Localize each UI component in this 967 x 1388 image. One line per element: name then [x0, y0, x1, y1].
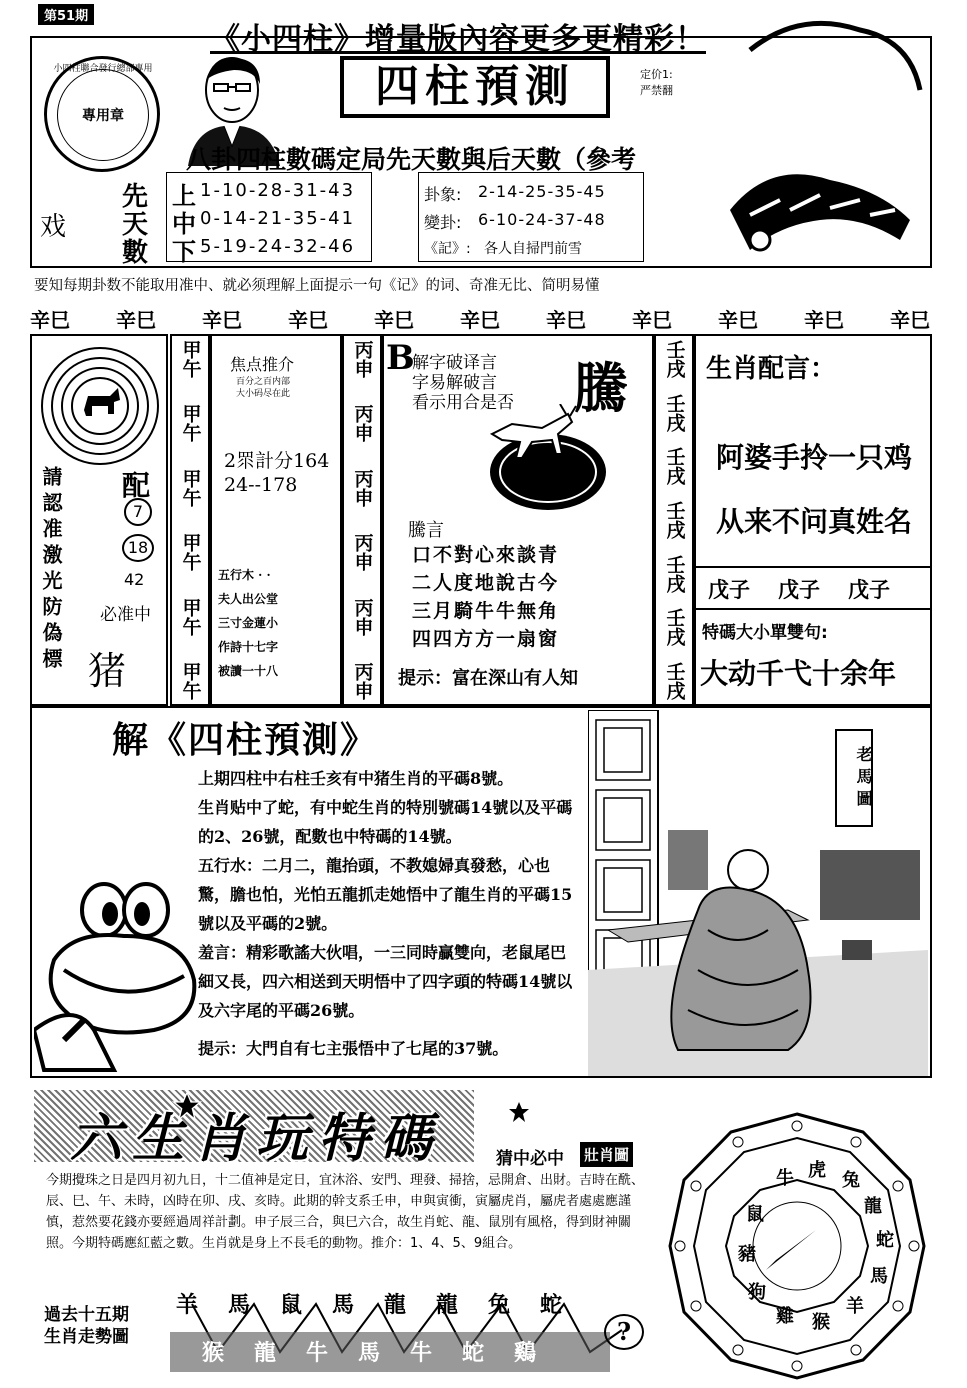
- slogan-3: 看示用合是否: [412, 393, 514, 413]
- page-title: 四柱預測: [340, 56, 610, 118]
- stem-8: 辛巳: [632, 308, 672, 332]
- xiantian-row-3-nums: 5-19-24-32-46: [200, 236, 356, 257]
- focus-item-5: 被讀一十八: [218, 664, 279, 678]
- poem-line-2: 二人度地說古今: [412, 572, 560, 594]
- wheel-label-7: 羊: [846, 1296, 864, 1317]
- bottom-banner-title: 六生肖玩特碼: [70, 1108, 443, 1169]
- stem-3: 辛巳: [202, 308, 242, 332]
- stem-9: 辛巳: [718, 308, 758, 332]
- wheel-label-2: 虎: [808, 1160, 826, 1181]
- xiantian-row-1-nums: 1-10-28-31-43: [200, 180, 356, 201]
- bingshen-1: 丙申: [351, 340, 374, 378]
- stem-10: 辛巳: [804, 308, 844, 332]
- special-code-label: 特碼大小單雙句:: [702, 623, 828, 643]
- focus-line-1: 2眔計分164: [224, 450, 330, 472]
- xiantian-side-1: 先: [122, 182, 149, 212]
- chain-question: ?: [604, 1314, 644, 1350]
- center-hint: 提示：富在深山有人知: [398, 668, 578, 689]
- price-line-2: 严禁翻: [640, 84, 673, 97]
- notice-line: 要知每期卦数不能取用准中、就必须理解上面提示一句《记》的词、奇准无比、简明易懂: [34, 278, 600, 294]
- wheel-label-1: 牛: [776, 1168, 794, 1189]
- renxu-2: 壬戌: [663, 393, 686, 432]
- b-letter: B: [386, 338, 415, 378]
- special-code-line: 大动千弋十余年: [700, 657, 897, 690]
- big-character: 騰: [574, 356, 628, 420]
- bingshen-6: 丙申: [351, 661, 374, 700]
- xiantian-row-3-label: 下: [172, 237, 196, 266]
- frog-cartoon: [34, 880, 204, 1074]
- star-icon-2: [506, 1100, 532, 1124]
- stem-1: 辛巳: [30, 308, 70, 332]
- subtitle: 八卦四柱數碼定局先天數與后天數（參考: [186, 145, 637, 174]
- stem-11: 辛巳: [890, 308, 930, 332]
- xiantian-side-2: 天: [122, 210, 149, 240]
- issue-label: 第51期: [38, 4, 94, 25]
- chain-bottom-1: 猴: [202, 1340, 225, 1366]
- bingshen-3: 丙申: [351, 468, 374, 507]
- stems-row: [30, 304, 930, 333]
- tag-cai-zhong: 猜中必中: [496, 1149, 564, 1169]
- stem-2: 辛巳: [116, 308, 156, 332]
- bizhun-label: 必准中: [100, 605, 151, 625]
- jiawu-5: 甲午: [179, 597, 202, 636]
- official-stamp: [44, 56, 160, 172]
- chain-top-5: 龍: [384, 1292, 407, 1318]
- bingshen-list: [342, 340, 382, 700]
- explain-title: 解《四柱預測》: [112, 719, 379, 761]
- poem-title: 騰言: [408, 520, 444, 541]
- focus-small-2: 大小码尽在此: [236, 389, 291, 399]
- star-icon: [170, 1090, 204, 1122]
- bottom-paragraph: 今期攪珠之日是四月初九日，十二值神是定日，宜沐浴、安門、理發、掃捨，忌開倉、出財。吉時在酰、辰、巳、午、未時，凶時在卯、戌、亥時。此期的幹支系壬申，申與寅衝，寅屬虎肖，屬虎者處處應謹慎，惹然要花錢亦要經過周祥計劃。申子辰三合，與巳六合，故生肖蛇、龍、鼠別有風格，得到財神關照。今期特碼應紅藍之數。生肖就是身上不長毛的動物。推介：1、4、5、9組合。: [46, 1173, 645, 1251]
- renxu-list: [654, 340, 694, 700]
- jiawu-6: 甲午: [179, 661, 202, 700]
- renxu-5: 壬戌: [663, 554, 686, 593]
- chain-bottom-5: 牛: [410, 1340, 433, 1366]
- zodiac-saying-line-1: 阿婆手拎一只鸡: [716, 441, 913, 474]
- gua-row-1-nums: 2-14-25-35-45: [478, 182, 606, 201]
- jiawu-1: 甲午: [179, 340, 202, 378]
- focus-item-1: 五行木 · ·: [218, 568, 271, 582]
- wheel-label-9: 雞: [776, 1306, 794, 1327]
- gua-row-3-label: 《記》:: [424, 241, 471, 257]
- focus-small-1: 百分之百内部: [236, 377, 291, 387]
- xiantian-row-2-nums: 0-14-21-35-41: [200, 208, 356, 229]
- price-line-1: 定价1:: [640, 68, 673, 81]
- gua-row-2-nums: 6-10-24-37-48: [478, 210, 606, 229]
- renxu-6: 壬戌: [663, 608, 686, 647]
- explain-para-5: 提示：大門自有七主張悟中了七尾的37號。: [198, 1039, 509, 1058]
- jiawu-3: 甲午: [179, 468, 202, 507]
- explain-para-4: 羞言：精彩歌謠大伙唱，一三同時贏雙向，老鼠尾巴細又長，四六相送到天明悟中了四字頭的特碼14號以及六字尾的平碼26號。: [198, 943, 573, 1020]
- monk-illustration: [588, 710, 928, 1076]
- focus-title: 焦点推介: [230, 355, 295, 374]
- stamp-center-text: 專用章: [82, 108, 124, 124]
- xiantian-row-1-label: 上: [172, 181, 196, 210]
- wheel-label-12: 鼠: [746, 1204, 764, 1225]
- wuzi-2: 戊子: [778, 577, 820, 602]
- tag-zhuang-xiao: 壯肖圖: [580, 1142, 633, 1167]
- poem-line-4: 四四方方一扇窗: [412, 628, 560, 650]
- renxu-4: 壬戌: [663, 500, 686, 539]
- wheel-label-6: 馬: [870, 1266, 888, 1287]
- pei-num-1: 7: [124, 498, 152, 526]
- focus-item-2: 夫人出公堂: [218, 592, 279, 606]
- chain-bottom-4: 馬: [358, 1340, 381, 1366]
- poem-line-1: 口不對心來談青: [412, 544, 560, 566]
- wheel-label-3: 兔: [842, 1170, 860, 1191]
- slogan-1: 解字破译言: [412, 353, 497, 373]
- wheel-label-10: 狗: [748, 1282, 766, 1303]
- laser-notice-vertical: 請認准激光防偽標: [39, 466, 63, 674]
- pei-label: 配: [122, 469, 151, 502]
- gua-row-3-text: 各人自掃門前雪: [484, 241, 582, 257]
- chain-top-8: 蛇: [540, 1292, 563, 1318]
- bingshen-4: 丙申: [351, 533, 374, 572]
- renxu-3: 壬戌: [663, 447, 686, 486]
- deer-emblem: [472, 404, 612, 514]
- explain-para-1: 上期四柱中右柱壬亥有中猪生肖的平碼8號。: [198, 769, 514, 788]
- renxu-1: 壬戌: [663, 340, 686, 378]
- jiawu-2: 甲午: [179, 404, 202, 443]
- wheel-label-11: 豬: [738, 1244, 756, 1265]
- slogan-2: 字易解破言: [412, 373, 497, 393]
- jiawu-list: [170, 340, 210, 700]
- trend-label-2: 生肖走勢圖: [44, 1327, 129, 1347]
- focus-item-3: 三寸金蓮小: [218, 616, 279, 630]
- chain-bottom-7: 鷄: [514, 1340, 537, 1366]
- chain-top-2: 馬: [228, 1292, 251, 1318]
- explain-para-3: 五行水：二月二，龍抬頭，不教媳婦真發愁，心也驚，膽也怕，光怕五龍抓走她悟中了龍生肖的平碼15號以及平碼的2號。: [198, 856, 573, 933]
- chain-top-3: 鼠: [280, 1292, 303, 1318]
- left-scribble: 戏: [40, 212, 67, 242]
- bingshen-2: 丙申: [351, 404, 374, 443]
- stem-7: 辛巳: [546, 308, 586, 332]
- wheel-label-5: 蛇: [876, 1230, 894, 1251]
- wuzi-3: 戊子: [848, 577, 890, 602]
- chain-bottom-3: 牛: [306, 1340, 329, 1366]
- jiawu-4: 甲午: [179, 533, 202, 572]
- gua-row-1-label: 卦象:: [424, 185, 462, 204]
- wheel-label-4: 龍: [864, 1196, 882, 1217]
- focus-line-2: 24--178: [224, 474, 298, 496]
- explain-para-2: 生肖贴中了蛇，有中蛇生肖的特別號碼14號以及平碼的2、26號，配數也中特碼的14號。: [198, 798, 573, 846]
- wheel-label-8: 猴: [812, 1312, 830, 1333]
- pei-num-2: 18: [122, 534, 154, 562]
- top-banner: 《小四柱》增量版內容更多更精彩！: [210, 22, 706, 57]
- laser-seal-icon: [38, 344, 162, 468]
- renxu-7: 壬戌: [663, 661, 686, 700]
- chain-top-4: 馬: [332, 1292, 355, 1318]
- chain-bottom-2: 龍: [254, 1340, 277, 1366]
- stem-5: 辛巳: [374, 308, 414, 332]
- chain-top-1: 羊: [176, 1292, 199, 1318]
- wuzi-1: 戊子: [708, 577, 750, 602]
- scroll-text: 老馬圖: [854, 746, 873, 812]
- stamp-ring-text: 小四柱聯合發行總部專用: [53, 64, 153, 74]
- zodiac-pick: 猪: [88, 649, 127, 693]
- bingshen-5: 丙申: [351, 597, 374, 636]
- xiantian-side-3: 數: [122, 238, 149, 268]
- chain-top-7: 兔: [488, 1292, 511, 1318]
- xiantian-row-2-label: 中: [172, 209, 196, 238]
- zodiac-saying-title: 生肖配言：: [706, 354, 837, 384]
- tiger-illustration: [710, 10, 930, 260]
- poem-line-3: 三月騎牛牛無角: [412, 600, 560, 622]
- trend-label-1: 過去十五期: [44, 1305, 129, 1325]
- pei-num-3: 42: [124, 570, 145, 589]
- chain-bottom-6: 蛇: [462, 1340, 485, 1366]
- focus-item-4: 作詩十七字: [218, 640, 279, 654]
- gua-row-2-label: 變卦:: [424, 213, 462, 232]
- stem-6: 辛巳: [460, 308, 500, 332]
- zodiac-saying-line-2: 从来不问真姓名: [716, 505, 913, 538]
- chain-top-6: 龍: [436, 1292, 459, 1318]
- stem-4: 辛巳: [288, 308, 328, 332]
